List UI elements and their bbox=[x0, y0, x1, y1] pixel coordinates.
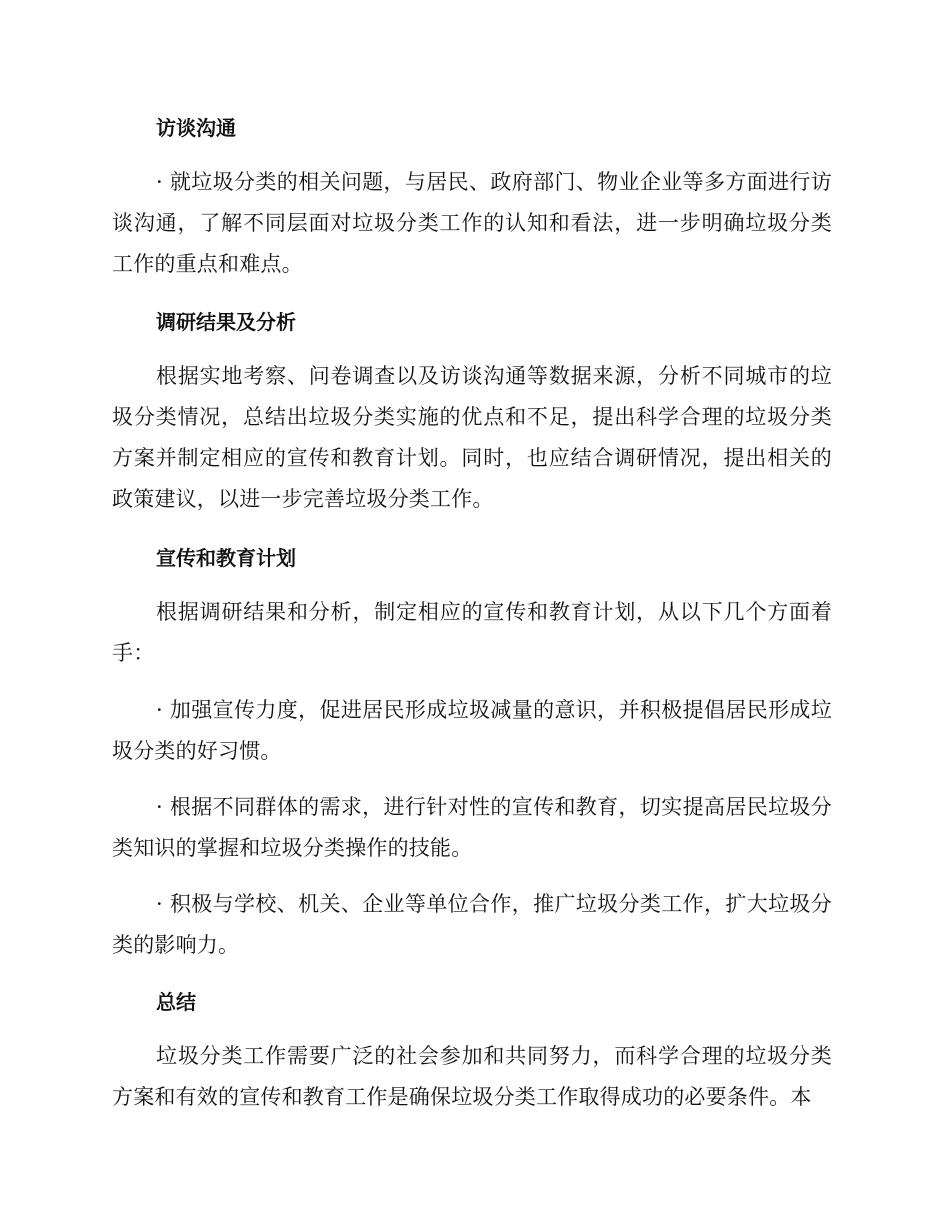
paragraph-summary: 垃圾分类工作需要广泛的社会参加和共同努力，而科学合理的垃圾分类方案和有效的宣传和教育工作是确保垃圾分类工作取得成功的必要条件。本 bbox=[112, 1044, 832, 1109]
section-heading-summary: 总结 bbox=[156, 990, 196, 1014]
paragraph-education-bullet-1: · 加强宣传力度，促进居民形成垃圾减量的意识，并积极提倡居民形成垃圾分类的好习惯。 bbox=[112, 698, 832, 763]
paragraph-education-bullet-3: · 积极与学校、机关、企业等单位合作，推广垃圾分类工作，扩大垃圾分类的影响力。 bbox=[112, 892, 832, 957]
paragraph-research-results: 根据实地考察、问卷调查以及访谈沟通等数据来源，分析不同城市的垃圾分类情况，总结出垃圾分类实施的优点和不足，提出科学合理的垃圾分类方案并制定相应的宣传和教育计划。同时，也应结合调研情况，提出相关的政策建议，以进一步完善垃圾分类工作。 bbox=[112, 364, 832, 511]
paragraph-education-bullet-2: · 根据不同群体的需求，进行针对性的宣传和教育，切实提高居民垃圾分类知识的掌握和垃圾分类操作的技能。 bbox=[112, 795, 832, 860]
section-heading-research-results: 调研结果及分析 bbox=[156, 310, 296, 334]
paragraph-education-plan-intro: 根据调研结果和分析，制定相应的宣传和教育计划，从以下几个方面着手： bbox=[112, 600, 832, 665]
section-heading-interview: 访谈沟通 bbox=[156, 116, 236, 140]
section-heading-education-plan: 宣传和教育计划 bbox=[156, 546, 296, 570]
paragraph-interview-bullet: · 就垃圾分类的相关问题，与居民、政府部门、物业企业等多方面进行访谈沟通，了解不同层面对垃圾分类工作的认知和看法，进一步明确垃圾分类工作的重点和难点。 bbox=[112, 170, 832, 276]
